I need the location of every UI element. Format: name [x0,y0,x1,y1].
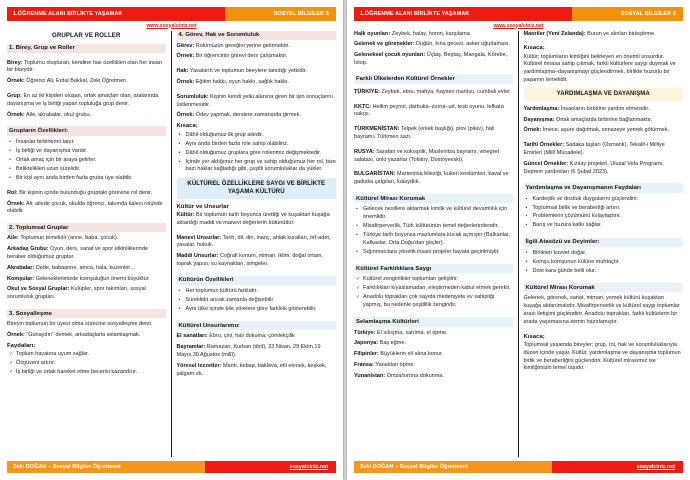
subsection-heading: Farklı Ülkelerden Kültürel Örnekler [354,75,513,84]
column-right [519,31,684,458]
subsection-heading: 3. Sosyalleşme [7,309,166,318]
term-label: Rol: [7,189,18,196]
paragraph-text: "Günaydın" demek, arkadaşlarla selamlaşmak. [24,332,141,339]
list-item: • Birlikten kuvvet doğar. [533,250,684,258]
section-banner: KÜLTÜREL ÖZELLİKLERE SAYGI VE BİRLİKTE YAŞAMA KÜLTÜRÜ [177,178,337,199]
list-item: ✓ Farklılıkları kıyaslamadan, eleştirmeden kabul etmek gerekir. [363,285,513,293]
paragraph [7,190,166,198]
page-right [347,0,690,480]
term-label: Tarihî Örnekler: [523,142,565,149]
paragraph [7,321,166,329]
paragraph [354,31,513,39]
paragraph [354,362,513,370]
page-header [354,7,683,21]
paragraph-text: Telpek (erkek başlığı), plov (pilav), halı bayramı, Türkmen sazı. [354,126,495,141]
subsection-heading: Kültür ve Unsurlar [176,203,229,210]
list-item: ✓ Özgüveni artırır. [16,360,166,368]
paragraph-text: Ebru, çini, halı dokuma, çömlekçilik [207,333,295,340]
section-banner: YARDIMLAŞMA VE DAYANIŞMA [524,88,684,101]
paragraph [524,54,684,85]
term-label: Görev: [176,42,195,49]
subsection-heading: Grupların Özellikleri: [7,126,166,135]
list-item: ▪ Toplumsal birlik ve beraberliği artırır. [533,205,684,213]
paragraph [524,295,684,326]
header-subject-banner: SOSYAL BİLGİLER 5 [225,7,336,21]
content-blocks [7,44,166,377]
list-item: ✓ İş birliği ve ortak hareket etme becerisi kazandırır. [16,369,166,377]
paragraph [7,332,166,340]
header-website-url[interactable]: www.sosyalciniz.net [146,22,197,29]
list-item: • Dost kara günde belli olur. [533,268,684,276]
term-label: Türkiye: [354,329,376,336]
bullet-list [524,196,684,231]
term-label: Aile: [7,235,19,242]
paragraph-text: Mantı, kebap, baklava, etli ekmek, keşkek, şalgam vb. [176,362,327,377]
paragraph [177,79,337,87]
paragraph-text: Öğrenci Ali, Erdal Bakkal, Zeki Öğretmen. [24,78,128,85]
term-label: Komşular: [7,275,35,282]
paragraph-text: Toplumun temelidir (anne, baba, çocuk). [18,235,119,242]
paragraph [7,246,166,262]
bullet-list [354,276,513,310]
list-item: • İnsanlar birbirlerini tanır. [16,139,166,147]
term-label: KKTC: [354,103,372,110]
list-item: • Komşu komşunun külüne muhtaçtır. [533,259,684,267]
header-learning-area-banner: 1.ÖĞRENME ALANI BİRLİKTE YAŞAMAK [354,7,572,21]
term-label: Sorumluluk: [176,93,209,100]
paragraph-text: Kültür; toplumların kimliğini belirleyen en önemli unsurdur. Kültürel mirasa sahip çıkmak, farklı kültürlere saygı duymak ve yardımlaşma–dayanışmayı güçlendirmek, birlikte huzurlu bir yaşamın temelidir. [523,53,676,84]
subsection-heading: Faydaları: [7,342,36,349]
list-item: ✓ Anadolu toprakları çok sayıda medeniyete ev sahipliği yapmış, bu nedenle çeşitlilik zengindir. [363,294,513,310]
term-label: Örnek: [7,200,25,207]
term-label: Maddi Unsurlar: [176,253,219,260]
term-label: Örnek: [7,111,25,118]
term-label: El sanatları: [176,333,208,340]
paragraph-text: Kulüpler, spor takımları, sosyal sorumluluk grupları. [7,286,146,301]
subsection-heading: İlgili Atasözü ve Deyimler: [524,238,684,247]
paragraph-text: Büyüklerin eli alına konur. [378,351,443,358]
subsection-heading: Selamlaşma Kültürleri [354,317,513,326]
column-right [172,31,337,458]
paragraph [177,235,337,251]
paragraph-text: En az iki kişiden oluşan, ortak amaçları olan, aralarında dayanışma ve iş birliği yapan topluluğa grup denir. [7,93,159,107]
subsection-heading: Kültürel Mirası Korumak [524,283,684,292]
paragraph [7,93,166,109]
list-item: • Aynı ülke içinde bile yörelere göre farklılık gösterebilir. [186,306,337,314]
list-item: • Süreklidir ancak zamanla değişebilir. [186,297,337,305]
paragraph [354,171,513,187]
paragraph [177,344,337,360]
term-label: Arkadaş Grubu: [7,246,49,253]
subsection-heading: Kültürel Farklılıklara Saygı [354,264,513,273]
paragraph [7,60,166,76]
paragraph-text: Hellim peyniri, darbuka–zurna–ud, testi oyunu, lefkara nakışı. [354,103,504,118]
list-item: ▪ Türkiye tarih boyunca mazlumlara kucak açmıştır (Balkanlar, Kafkaslar, Orta Doğu'dan göçler). [363,232,513,248]
page-body [0,31,343,458]
paragraph [524,142,684,158]
list-item: ▪ Sığınmacılara yönelik insani projeler hayata geçirilmiştir. [363,249,513,257]
paragraph-text: Ramazan, Kurban (dinî), 23 Nisan, 29 Ekim,19 Mayıs,30 Ağustos (millî). [176,344,321,359]
list-item: ▪ Problemlerin çözümünü kolaylaştırır. [533,213,684,221]
subsection-heading: Kültürel Unsurlarımız [177,321,337,330]
paragraph-text: Yasaların ve toplumun bireylere tanıdığı yetkidir. [188,68,307,75]
term-label: Örnek: [176,53,195,60]
term-label: RUSYA: [354,148,375,155]
paragraph [7,265,166,273]
paragraph-text: Toplumu oluşturan, kendine has özellikleri olan her insan bir bireydir. [7,59,162,74]
term-label: Japonya: [354,340,379,347]
page-footer [7,461,336,473]
subsection-heading: Kısaca; [523,45,545,52]
paragraph [524,106,684,114]
paragraph-text: Kızılay projeleri, Ulusal Vefa Programı, Deprem yardımları (6 Şubat 2023). [523,160,664,175]
term-label: Yardımlaşma: [523,105,560,112]
paragraph [524,117,684,125]
paragraph-text: Bir kişinin içinde bulunduğu gruptaki görevine rol denir. [17,189,153,196]
term-label: Gelenek ve görenekler: [354,41,415,48]
paragraph [7,286,166,302]
subsection-heading: 4. Görev, Hak ve Sorumluluk [177,31,337,40]
term-label: Yunanistan: [354,372,386,379]
list-item: ✓ Kültürel zenginlikler toplumları geliştirir. [363,276,513,284]
paragraph [177,53,337,61]
list-item: • İş birliği ve dayanışma vardır. [16,148,166,156]
paragraph [354,340,513,348]
subsection-heading: Kısaca; [523,333,545,340]
paragraph [7,276,166,284]
paragraph-text: Tarih, dil, din, inanç, ahlak kuralları, örf-adet, yasalar, hukuk. [176,234,331,249]
subsection-heading: Kültürel Mirası Korumak [354,194,513,203]
paragraph [177,212,337,228]
content-blocks [354,31,513,381]
column-title: GRUPLAR VE ROLLER [52,31,121,39]
paragraph-text: Bir toplumun tarih boyunca ürettiği ve kuşaktan kuşağa aktardığı maddi ve manevi değerlerin bütünüdür. [176,212,330,226]
paragraph-text: İmece, aşure dağıtmak, cenazeye yemek götürmek. [541,127,670,134]
paragraph-text: Zeybek, halay, horon, karşılama [390,30,470,37]
paragraph-text: Eğitim hakkı, oyun hakkı, sağlık hakkı. [194,79,289,86]
subsection-heading: 2. Toplumsal Gruplar [7,223,166,232]
paragraph-text: Ortak amaçlarda birbirine bağlanmaktır. [554,116,653,123]
term-label: TÜRKMENİSTAN: [354,126,400,133]
paragraph [177,43,337,51]
term-label: Halk oyunları: [354,30,391,37]
header-website-url[interactable]: www.sosyalciniz.net [493,22,544,29]
column-left [7,31,172,458]
paragraph-text: Düğün, kına gecesi, asker uğurlaması. [414,41,510,48]
paragraph [177,363,337,379]
paragraph-text: Sadaka taşları (Osmanlı), Tekalif-i Milliye Emirleri (Millî Mücadele). [523,142,665,156]
paragraph-text: Kişinin kendi yetki alanına giren bir işin sonuçlarını üstlenmesidir. [176,93,334,108]
term-label: Akrabalar: [7,264,35,271]
paragraph-text: Sarafan ve kokoşnik, Maslenitsa bayramı, vinegret salatası, ünlü yazarlar (Tolstoy, Dostoyevski). [354,148,500,163]
term-label: Filipinler: [354,351,379,358]
term-label: Okul ve Sosyal Gruplar: [7,286,70,293]
term-label: Örnek: [7,78,25,85]
term-label: Örnek: [176,112,195,119]
paragraph [524,127,684,135]
footer-author: Zeki DOĞAN – Sosyal Bilgiler Öğretmeni [7,461,205,473]
paragraph-text: Omza/sırtına dokunma. [385,372,444,379]
paragraph-text: Martenitsa bileziği, kukeri kostümleri, kaval ve gaduika çalgıları, kalaydlık. [354,171,509,186]
term-label: Örnek: [176,79,195,86]
list-item: ▪ Misafirperverlik, Türk kültürünün temel değerlerindendir. [363,223,513,231]
term-label: Hak: [176,68,189,75]
paragraph [7,78,166,86]
term-label: TÜRKİYE: [354,88,380,95]
paragraph-text: Gelenek, görenek, sanat, mimari, yemek kültürü kuşaktan kuşağa aktarılmalıdır. Misafirperverlik ve kültürel saygı toplumlar arası iletişimi güçlendirir. Anadolu toprakları, farklı kültürlerin bir arada yaşamasına zemin hazırlamıştır. [523,295,680,325]
term-label: Bayramlar: [176,344,206,351]
subsection-heading: Yardımlaşma ve Dayanışmanın Faydaları [524,183,684,192]
paragraph-text: Yanaktan öpme. [373,361,415,368]
paragraph [354,41,513,49]
paragraph-text: Coğrafi konum, mimari, iklim, doğal ortam, toprak yapısı, su kaynakları, simgeler. [176,253,323,268]
paragraph-text: Rolümüzün gereğini yerine getirmektir. [194,42,290,49]
page-footer [354,461,683,473]
paragraph-text: Bireyin toplumun bir üyesi olma sürecine sosyalleşme denir. [7,321,153,328]
paragraph [524,31,684,39]
paragraph-text: İnsanların birbirine yardım etmesidir. [559,105,650,112]
paragraph-text: Bir öğrencinin görevi ders çalışmaktır. [194,53,288,60]
paragraph [177,112,337,120]
bullet-list [177,288,337,314]
term-label: BULGARİSTAN: [354,171,396,178]
list-item: • Bir kişi aynı anda birden fazla gruba üye olabilir. [16,175,166,183]
list-item: ✓ Toplum hayatına uyum sağlar. [16,351,166,359]
list-item: ▪ Kardeşlik ve dostluk duygularını güçlendirir. [533,196,684,204]
paragraph-text: Üçtaş, Beştaş, Mangala, Körebe, İstop. [354,52,508,66]
page-body [347,31,690,458]
paragraph [354,126,513,142]
term-label: Maoriler (Yeni Zelanda): [523,30,586,37]
term-label: Kültür: [176,212,195,219]
content-blocks [177,31,337,379]
term-label: Manevi Unsurlar: [176,234,222,241]
paragraph [354,373,513,381]
list-item: • Dâhil olduğumuz ilk grup ailedir. [186,132,337,140]
paragraph-text: Geleneklerimizde komşuluğun önemi büyüktür. [34,275,150,282]
bullet-list [177,132,337,175]
header-subject-banner: SOSYAL BİLGİLER 5 [572,7,683,21]
paragraph [354,89,513,97]
list-item: • Dâhil olduğumuz gruplara göre rollerimiz değişmektedir. [186,150,337,158]
paragraph [524,161,684,177]
list-item: • İçinde yer aldığımız her grup ve sahip olduğumuz her rol, bize bazı haklar sağladığı gibi, çeşitli sorumluluklar da yükler. [186,159,337,175]
list-item: • Her toplumun kültürü farklıdır. [186,288,337,296]
list-item: • Ortak amaç için bir araya gelirler. [16,157,166,165]
paragraph-text: El sıkışma, sarılma, el öpme. [375,329,448,336]
footer-author: Zeki DOĞAN – Sosyal Bilgiler Öğretmeni [354,461,552,473]
column-left [354,31,519,458]
term-label: Geleneksel çocuk oyunları: [354,52,426,59]
paragraph-text: Ali; ailede çocuk, okulda öğrenci, takımda kaleci rolünde olabilir. [7,200,163,215]
paragraph [354,330,513,338]
term-label: Fransa: [354,361,374,368]
bullet-list [7,139,166,183]
term-label: Örnek: [7,332,25,339]
content-blocks [524,31,684,374]
paragraph-text: Ödev yapmak, derslere zamanında girmek. [194,112,301,119]
footer-website-link[interactable]: sosyalciniz.net [205,461,336,473]
subsection-heading: Kısaca; [176,123,198,130]
list-item: • Birliktelikleri uzun sürelidir. [16,166,166,174]
term-label: Birey: [7,59,23,66]
term-label: Örnek: [523,127,542,134]
page-left [0,0,343,480]
paragraph-text: Zeybek, ebru, mahya, Kayseri mantısı, cumbalı evler. [379,88,512,95]
paragraph [354,351,513,359]
paragraph [354,149,513,165]
paragraph [177,253,337,269]
page-header [7,7,336,21]
list-item: ▪ Gelecek nesillere aktarmak kimlik ve kültürel devamlılık için önemlidir. [363,206,513,222]
term-label: Yöresel lezzetler: [176,362,222,369]
paragraph-text: Baş eğme. [378,340,406,347]
paragraph [7,201,166,217]
list-item: ▪ Barış ve huzura katkı sağlar. [533,222,684,230]
subsection-heading: Kültürün Özellikleri [177,276,337,285]
bullet-list [524,250,684,276]
paragraph [354,104,513,120]
bullet-list [7,351,166,377]
paragraph [177,68,337,76]
paragraph-text: Burun ve alınları birleştirme. [585,30,656,37]
paragraph-text: Dede, babaanne, amca, hala, kuzenler… [34,264,136,271]
paragraph [354,52,513,68]
paragraph [177,94,337,110]
subsection-heading: 1. Birey, Grup ve Roller [7,44,166,53]
paragraph [524,342,684,373]
paragraph [177,333,337,341]
paragraph-text: Toplumsal yaşamda bireyler; grup, rol, hak ve sorumluluklarıyla düzen içinde yaşar. Kültür, yardımlaşma ve dayanışma toplumun birlik ve beraberliğini güçlendirir. Kültürel mirasımız ise kimliğimizin temel taşıdır. [523,341,681,372]
term-label: Dayanışma: [523,116,555,123]
paragraph [7,112,166,120]
paragraph [7,235,166,243]
term-label: Grup: [7,93,22,100]
paragraph-text: Aile, akrabalar, okul grubu. [24,111,92,118]
footer-website-link[interactable]: sosyalciniz.net [552,461,683,473]
bullet-list [354,206,513,256]
term-label: Güncel Örnekler: [523,160,569,167]
paragraph-text: Oyun, ders, sanat ve spor etkinliklerinde beraber olduğumuz gruptur. [7,246,148,261]
list-item: • Aynı anda birden fazla role sahip olabiliriz. [186,141,337,149]
header-learning-area-banner: 1.ÖĞRENME ALANI BİRLİKTE YAŞAMAK [7,7,225,21]
